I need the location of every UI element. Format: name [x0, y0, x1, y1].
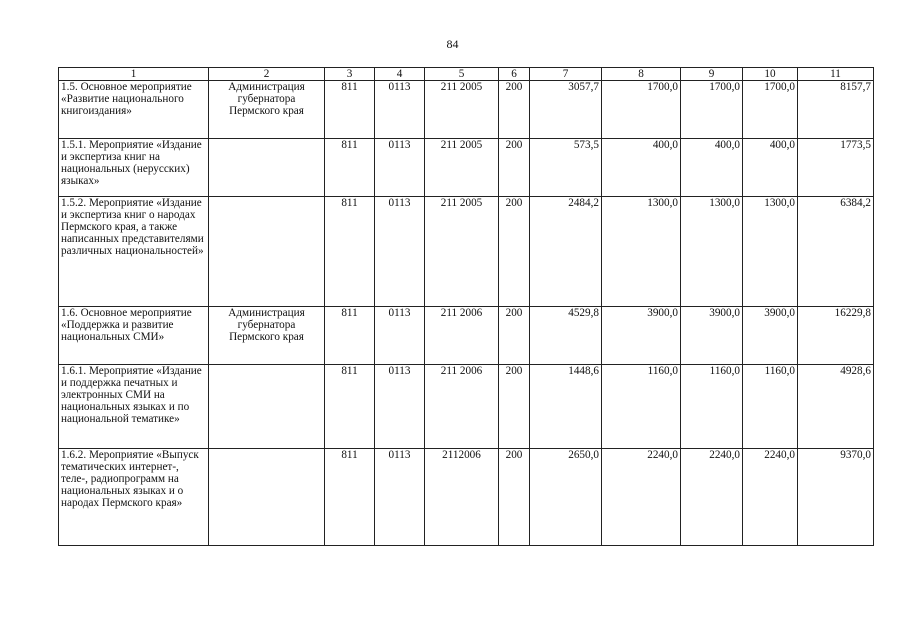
column-header-8: 8 — [602, 68, 681, 81]
table-cell-col-2 — [209, 197, 325, 307]
table-cell-col-4: 0113 — [375, 81, 425, 139]
column-header-6: 6 — [499, 68, 530, 81]
page-number: 84 — [446, 37, 459, 51]
table-cell-col-5: 211 2006 — [425, 307, 499, 365]
table-cell-col-1: 1.5.2. Мероприятие «Издание и экспертиза книг о народах Пермского края, а также написанных представителями различных национальностей» — [59, 197, 209, 307]
table-body — [59, 81, 874, 546]
table-row — [59, 81, 874, 139]
table-cell-col-1: 1.5. Основное мероприятие «Развитие национального книгоиздания» — [59, 81, 209, 139]
table-cell-col-4: 0113 — [375, 307, 425, 365]
table-cell-col-5: 2112006 — [425, 449, 499, 546]
table-cell-col-6: 200 — [499, 81, 530, 139]
table-cell-col-6: 200 — [499, 197, 530, 307]
table-row — [59, 139, 874, 197]
table-cell-col-2 — [209, 139, 325, 197]
table-cell-col-2: Администрация губернатора Пермского края — [209, 307, 325, 365]
column-header-11: 11 — [798, 68, 874, 81]
table-cell-col-7: 4529,8 — [530, 307, 602, 365]
table-cell-col-7: 573,5 — [530, 139, 602, 197]
table-cell-col-7: 1448,6 — [530, 365, 602, 449]
table-cell-col-9: 2240,0 — [681, 449, 743, 546]
table-cell-col-10: 1700,0 — [743, 81, 798, 139]
table-cell-col-10: 1300,0 — [743, 197, 798, 307]
table-cell-col-1: 1.6.1. Мероприятие «Издание и поддержка печатных и электронных СМИ на национальных языках и по национальной тематике» — [59, 365, 209, 449]
table-cell-col-11: 9370,0 — [798, 449, 874, 546]
table-cell-col-3: 811 — [325, 307, 375, 365]
table-cell-col-11: 8157,7 — [798, 81, 874, 139]
table-cell-col-3: 811 — [325, 197, 375, 307]
table-cell-col-11: 1773,5 — [798, 139, 874, 197]
column-header-9: 9 — [681, 68, 743, 81]
table-cell-col-7: 2650,0 — [530, 449, 602, 546]
header-row — [59, 68, 874, 81]
table-cell-col-4: 0113 — [375, 197, 425, 307]
table-cell-col-8: 1700,0 — [602, 81, 681, 139]
table-cell-col-6: 200 — [499, 365, 530, 449]
table-cell-col-10: 400,0 — [743, 139, 798, 197]
table-cell-col-6: 200 — [499, 449, 530, 546]
table-row — [59, 365, 874, 449]
table-row — [59, 197, 874, 307]
table-cell-col-1: 1.5.1. Мероприятие «Издание и экспертиза книг на национальных (нерусских) языках» — [59, 139, 209, 197]
table-cell-col-6: 200 — [499, 307, 530, 365]
table-cell-col-10: 1160,0 — [743, 365, 798, 449]
table-cell-col-8: 1300,0 — [602, 197, 681, 307]
table-cell-col-9: 1300,0 — [681, 197, 743, 307]
column-header-4: 4 — [375, 68, 425, 81]
table-cell-col-8: 2240,0 — [602, 449, 681, 546]
table-cell-col-8: 3900,0 — [602, 307, 681, 365]
table-row — [59, 449, 874, 546]
table-cell-col-2 — [209, 449, 325, 546]
column-header-3: 3 — [325, 68, 375, 81]
table-cell-col-5: 211 2005 — [425, 81, 499, 139]
table-cell-col-11: 16229,8 — [798, 307, 874, 365]
table-cell-col-3: 811 — [325, 449, 375, 546]
budget-table — [58, 67, 874, 546]
column-header-2: 2 — [209, 68, 325, 81]
table-cell-col-9: 3900,0 — [681, 307, 743, 365]
table-cell-col-5: 211 2005 — [425, 139, 499, 197]
table-cell-col-4: 0113 — [375, 365, 425, 449]
column-header-7: 7 — [530, 68, 602, 81]
table-cell-col-11: 4928,6 — [798, 365, 874, 449]
column-header-1: 1 — [59, 68, 209, 81]
table-cell-col-2 — [209, 365, 325, 449]
table-cell-col-4: 0113 — [375, 449, 425, 546]
table-cell-col-7: 2484,2 — [530, 197, 602, 307]
table-cell-col-9: 400,0 — [681, 139, 743, 197]
table-cell-col-10: 2240,0 — [743, 449, 798, 546]
column-header-10: 10 — [743, 68, 798, 81]
table-cell-col-1: 1.6.2. Мероприятие «Выпуск тематических интернет-, теле-, радиопрограмм на национальных языках и о народах Пермского края» — [59, 449, 209, 546]
column-header-5: 5 — [425, 68, 499, 81]
table-cell-col-6: 200 — [499, 139, 530, 197]
table-cell-col-5: 211 2005 — [425, 197, 499, 307]
table-cell-col-10: 3900,0 — [743, 307, 798, 365]
table-cell-col-2: Администрация губернатора Пермского края — [209, 81, 325, 139]
table-row — [59, 307, 874, 365]
table-cell-col-9: 1160,0 — [681, 365, 743, 449]
table-cell-col-4: 0113 — [375, 139, 425, 197]
table-cell-col-11: 6384,2 — [798, 197, 874, 307]
table-cell-col-7: 3057,7 — [530, 81, 602, 139]
table-cell-col-1: 1.6. Основное мероприятие «Поддержка и развитие национальных СМИ» — [59, 307, 209, 365]
table-cell-col-5: 211 2006 — [425, 365, 499, 449]
table-cell-col-3: 811 — [325, 365, 375, 449]
table-cell-col-3: 811 — [325, 139, 375, 197]
table-cell-col-8: 1160,0 — [602, 365, 681, 449]
table-cell-col-9: 1700,0 — [681, 81, 743, 139]
table-cell-col-3: 811 — [325, 81, 375, 139]
table-cell-col-8: 400,0 — [602, 139, 681, 197]
